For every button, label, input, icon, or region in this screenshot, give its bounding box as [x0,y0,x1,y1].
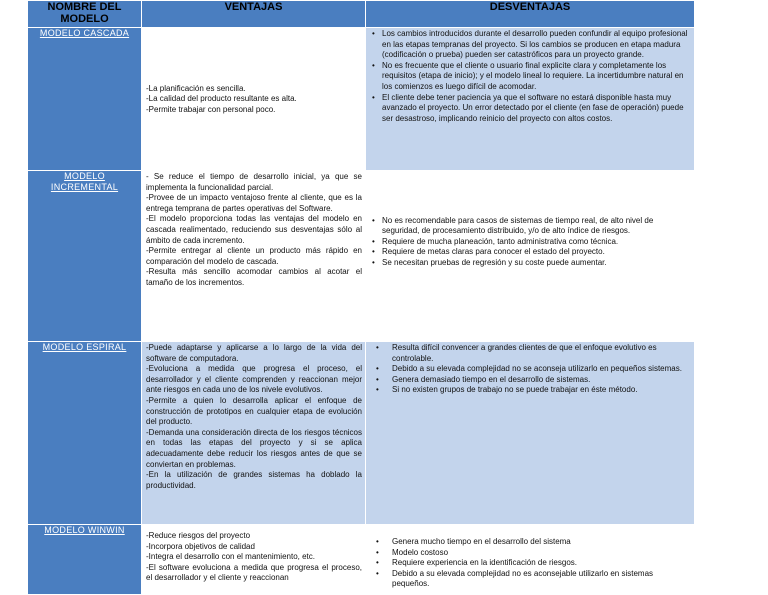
ventaja-item: -Demanda una consideración directa de los riesgos técnicos en todas las etapas del proyecto y si se aplica adecuadamente debe reducir los riesgos antes de que se conviertan en problemas. [146,427,362,469]
desventajas-cell [366,525,695,595]
ventajas-cell [142,28,366,171]
ventaja-item: -El modelo proporciona todas las ventajas del modelo en cascada realimentado, reduciendo sus desventajas sólo al ámbito de cada incremento. [146,214,362,245]
ventaja-item: -Permite trabajar con personal poco. [146,104,276,114]
model-name-cell [28,525,142,595]
desventaja-item: • Debido a su elevada complejidad no se aconseja utilizarlo en pequeños sistemas. [372,364,690,375]
ventaja-item: -Reduce riesgos del proyecto [146,531,251,540]
desventajas-cell [366,28,695,171]
table-row [28,171,695,342]
model-link-cascada[interactable]: MODELO CASCADA [39,28,130,38]
ventaja-item: -Provee de un impacto ventajoso frente al cliente, que es la entrega temprana de partes operativas del Software. [146,193,362,213]
desventaja-item: • Genera demasiado tiempo en el desarrollo de sistemas. [372,375,690,386]
ventaja-item: -La calidad del producto resultante es alta. [146,94,297,104]
desventajas-cell [366,171,695,342]
header-desventajas: DESVENTAJAS [366,1,695,28]
ventajas-list [142,83,365,116]
ventaja-item: -Incorpora objetivos de calidad [146,541,255,551]
desventajas-list [366,525,694,590]
desventaja-item: • Genera mucho tiempo en el desarrollo del sistema [372,537,690,548]
desventaja-item: • Si no existen grupos de trabajo no se puede trabajar en éste método. [372,385,690,396]
table-row [28,525,695,595]
desventaja-item: • No es frecuente que el cliente o usuario final explicite clara y completamente los requisitos (etapa de inicio); y el modelo lineal lo requiere. La incertidumbre natural en los comienzos es luego difícil de acomodar. [372,61,690,93]
desventaja-item: • Requiere de mucha planeación, tanto administrativa como técnica. [372,237,690,248]
ventajas-list [142,342,365,491]
ventaja-item: -El software evoluciona a medida que progresa el proceso, el desarrollador y el cliente y reaccionan [146,562,362,583]
ventaja-item: -La planificación es sencilla. [146,83,246,93]
ventaja-item: -En la utilización de grandes sistemas ha doblado la productividad. [146,470,362,490]
ventaja-item: -Puede adaptarse y aplicarse a lo largo de la vida del software de computadora. [146,343,362,363]
ventajas-cell [142,171,366,342]
desventaja-item: • Requiere de metas claras para conocer el estado del proyecto. [372,247,690,258]
ventaja-item: - Se reduce el tiempo de desarrollo inicial, ya que se implementa la funcionalidad parcial. [146,172,362,192]
ventajas-cell [142,342,366,525]
header-model-name: NOMBRE DEL MODELO [28,1,142,28]
desventaja-item: • Requiere experiencia en la identificación de riesgos. [372,558,690,569]
desventaja-item: • Los cambios introducidos durante el desarrollo pueden confundir al equipo profesional en las etapas tempranas del proyecto. Si los cambios se producen en etapa madura (codificación o prueba) pueden ser catastróficos para un proyecto grande. [372,29,690,61]
ventajas-list [142,171,365,289]
ventajas-cell [142,525,366,595]
ventaja-item: -Permite entregar al cliente un producto más rápido en comparación del modelo de cascada. [146,246,362,266]
ventaja-item: -Evoluciona a medida que progresa el proceso, el desarrollador y el cliente comprenden y reaccionan mejor ante riesgos en cada uno de los nivele evolutivos. [146,364,362,395]
desventaja-item: • Debido a su elevada complejidad no es aconsejable utilizarlo en sistemas pequeños. [372,569,690,590]
desventajas-list [366,342,694,396]
desventajas-cell [366,342,695,525]
model-link-winwin[interactable]: MODELO WINWIN [44,525,125,535]
desventaja-item: • Modelo costoso [372,548,690,559]
model-name-cell [28,342,142,525]
ventaja-item: -Integra el desarrollo con el mantenimiento, etc. [146,552,315,562]
table-row [28,28,695,171]
table-row [28,342,695,525]
header-ventajas: VENTAJAS [142,1,366,28]
models-comparison-table [27,0,695,595]
model-name-cell [28,171,142,342]
ventajas-list [142,525,365,584]
desventajas-list [366,28,694,124]
model-link-incremental[interactable]: MODELO INCREMENTAL [50,171,119,192]
model-link-espiral[interactable]: MODELO ESPIRAL [42,342,127,352]
header-row [28,1,695,28]
desventaja-item: • No es recomendable para casos de sistemas de tiempo real, de alto nivel de seguridad, de procesamiento distribuido, y/o de alto índice de riesgos. [372,216,690,237]
desventaja-item: • El cliente debe tener paciencia ya que el software no estará disponible hasta muy avanzado el proyecto. Un error detectado por el cliente (en fase de operación) puede ser desastroso, implicando reinicio del proyecto con altos costos. [372,93,690,125]
desventaja-item: • Resulta difícil convencer a grandes clientes de que el enfoque evolutivo es controlable. [372,343,690,364]
model-name-cell [28,28,142,171]
ventaja-item: -Resulta más sencillo acomodar cambios al acotar el tamaño de los incrementos. [146,267,362,287]
desventaja-item: • Se necesitan pruebas de regresión y su coste puede aumentar. [372,258,690,269]
desventajas-list [366,216,694,297]
ventaja-item: -Permite a quien lo desarrolla aplicar el enfoque de construcción de prototipos en cualquier etapa de evolución del producto. [146,395,362,427]
